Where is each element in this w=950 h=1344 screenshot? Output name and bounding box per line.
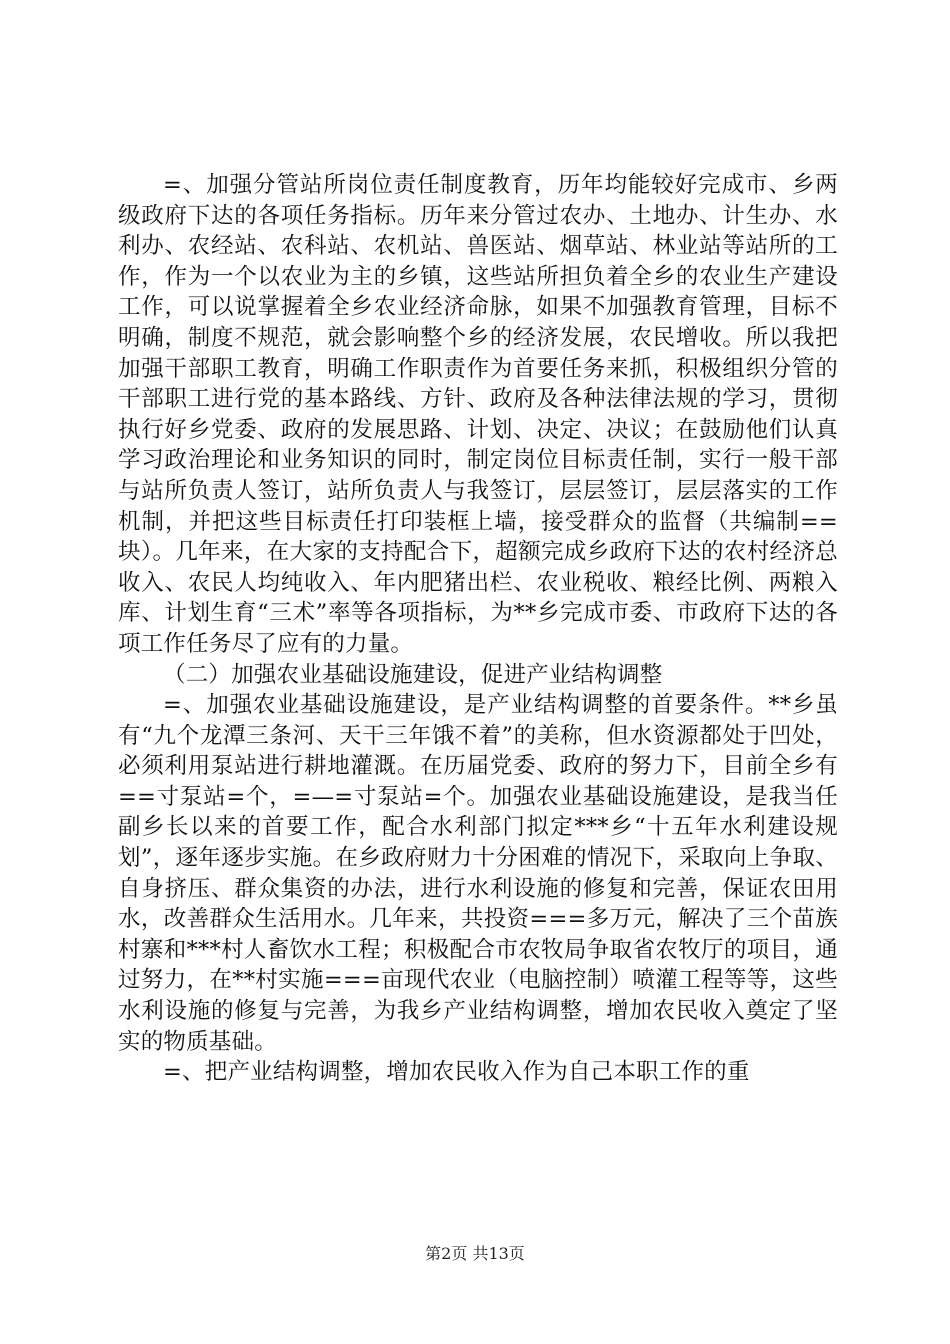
paragraph-station-responsibility: =、加强分管站所岗位责任制度教育，历年均能较好完成市、乡两级政府下达的各项任务指标。历年来分管过农办、土地办、计生办、水利办、农经站、农科站、农机站、兽医站、烟草站、林业站等站所的工作，作为一个以农业为主的乡镇，这些站所担负着全乡的农业生产建设工作，可以说掌握着全乡农业经济命脉，如果不加强教育管理，目标不明确，制度不规范，就会影响整个乡的经济发展，农民增收。所以我把加强干部职工教育，明确工作职责作为首要任务来抓，积极组织分管的干部职工进行党的基本路线、方针、政府及各种法律法规的学习，贯彻执行好乡党委、政府的发展思路、计划、决定、决议；在鼓励他们认真学习政治理论和业务知识的同时，制定岗位目标责任制，实行一般干部与站所负责人签订，站所负责人与我签订，层层签订，层层落实的工作机制，并把这些目标责任打印装框上墙，接受群众的监督（共编制==块）。几年来，在大家的支持配合下，超额完成乡政府下达的农村经济总收入、农民人均纯收入、年内肥猪出栏、农业税收、粮经比例、两粮入库、计划生育“三术”率等各项指标，为**乡完成市委、市政府下达的各项工作任务尽了应有的力量。: [118, 172, 838, 657]
page-number: 第2页 共13页: [425, 1244, 525, 1263]
paragraph-industrial-structure: =、把产业结构调整，增加农民收入作为自己本职工作的重: [163, 1059, 750, 1086]
page-footer: [0, 1244, 950, 1264]
paragraph-infrastructure: =、加强农业基础设施建设，是产业结构调整的首要条件。**乡虽有“九个龙潭三条河、天干三年饿不着”的美称，但水资源都处于凹处，必须利用泵站进行耕地灌溉。在历届党委、政府的努力下，目前全乡有==寸泵站=个，=—=寸泵站=个。加强农业基础设施建设，是我当任副乡长以来的首要工作，配合水利部门拟定***乡“十五年水利建设规划”，逐年逐步实施。在乡政府财力十分困难的情况下，采取向上争取、自身挤压、群众集资的办法，进行水利设施的修复和完善，保证农田用水，改善群众生活用水。几年来，共投资===多万元，解决了三个苗族村寨和***村人畜饮水工程；积极配合市农牧局争取省农牧厅的项目，通过努力，在**村实施===亩现代农业（电脑控制）喷灌工程等等，这些水利设施的修复与完善，为我乡产业结构调整，增加农民收入奠定了坚实的物质基础。: [118, 692, 838, 1055]
section-heading-infrastructure: （二）加强农业基础设施建设，促进产业结构调整: [163, 661, 663, 688]
document-body: [118, 170, 838, 1088]
